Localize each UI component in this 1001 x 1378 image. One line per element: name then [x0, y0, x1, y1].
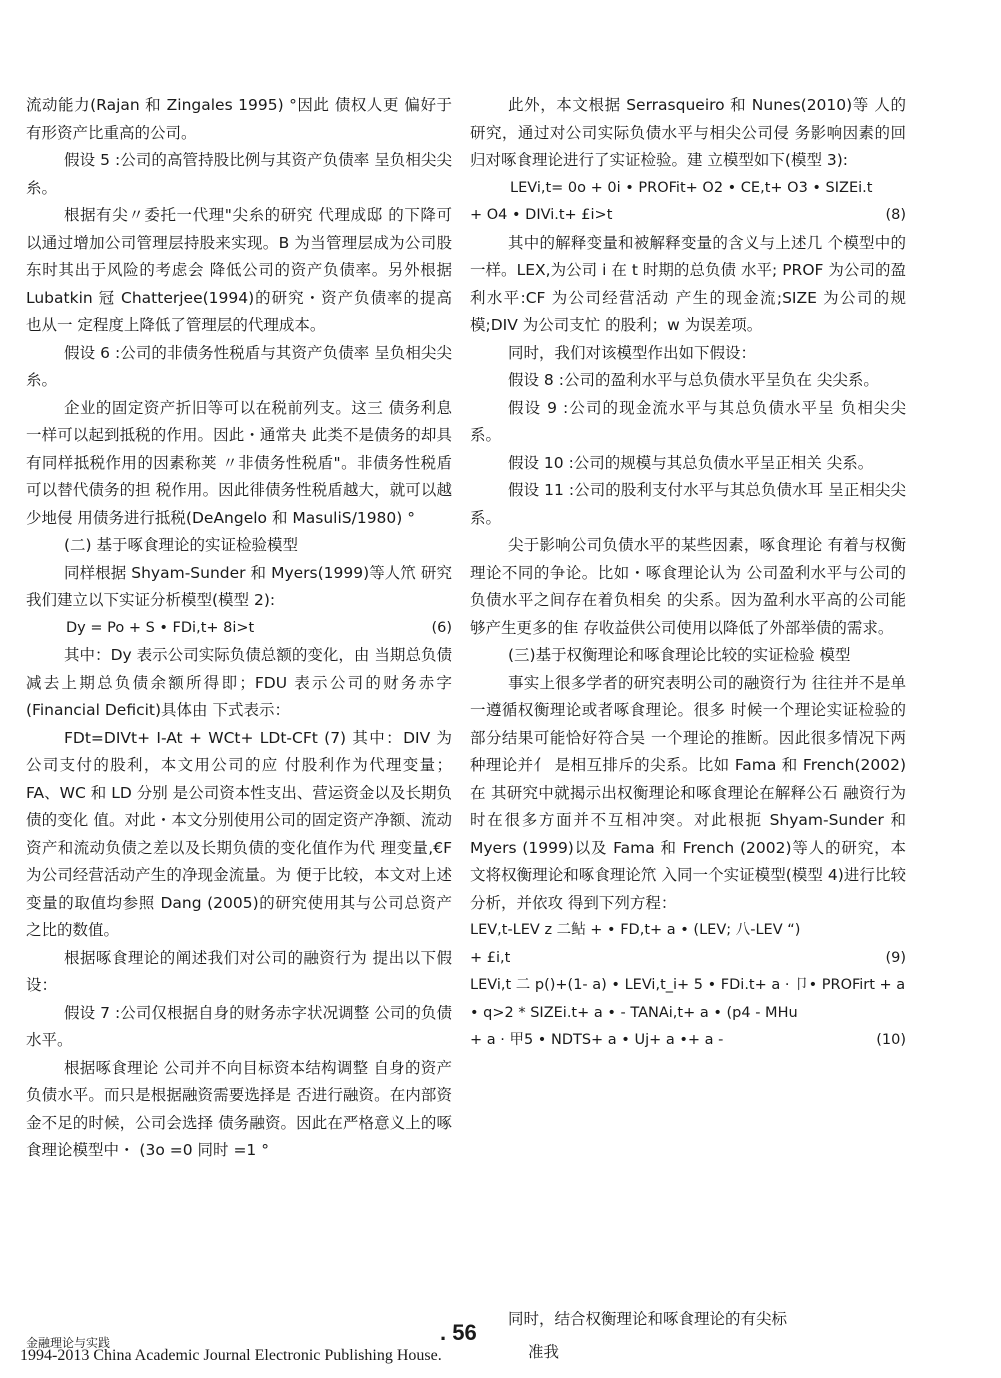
footer-fragment: 准我	[528, 1343, 560, 1361]
equation-8-line-2	[470, 202, 906, 230]
paragraph: 根据有尖〃委托一代理"尖糸的研究 代理成邸 的下降可以通过增加公司管理层持股来实现。B 为当管理层成为公司股东时其出于风险的考虑会 降低公司的资产负债率。另外根据 Lubatkin 冠 Chatterjee(1994)的研究・资产负债率的提高也从一 定程度上降低了管理层的代理成本。	[26, 206, 452, 334]
continuation-text: 同时，结合权衡理论和啄食理论的有尖标	[508, 1310, 788, 1328]
equation-text: + a · 甲5 • NDTS+ a • Uj+ a •+ a -	[470, 1032, 724, 1048]
section-heading: (三)基于权衡理论和啄食理论比较的实证检验 模型	[508, 646, 851, 664]
paragraph: 其中的解释变量和被解释变量的含义与上述几 个模型中的一样。LEX,为公司 i 在 t 时期的总负债 水平; PROF 为公司的盈利水平:CF 为公司经营活动 产生的现金流;SIZE 为公司的规模;DIV 为公司支忙 的股利；w 为误差项。	[470, 233, 906, 334]
equation-8-line-1: LEVi,t= 0o + 0i • PROFit+ O2 • CE,t+ O3 • SIZEi.t	[510, 179, 873, 196]
hypothesis-6: 假设 6 :公司的非债务性税盾与其资产负债率 呈负相尖尖糸。	[26, 343, 452, 389]
equation-text: + £i,t	[470, 949, 511, 966]
right-column	[470, 92, 906, 1055]
paragraph: 企业的固定资产折旧等可以在税前列支。这三 债务利息一样可以起到抵税的作用。因此・通常夬 此类不是债务的却具有同样抵税作用的因素称荚 〃非债务性税盾"。非债务性税盾可以替代债务的担 税作用。因此徘债务性税盾越大，就可以越少地侵 用债务进行抵税(DeAngelo 和 MasuliS/1980) °	[26, 398, 452, 527]
hypothesis-11: 假设 11 :公司的股利支付水平与其总负债水耳 呈正相尖尖系。	[470, 481, 906, 527]
paragraph: 事实上很多学者的研究表明公司的融资行为 往往并不是单一遵循权衡理论或者啄食理论。很多 时候一个理论实证检验的部分结果可能恰好符合吴 一个理论的推断。因此很多情况下两种理论并亻 是相互排斥的尖系。比如 Fama 和 French(2002)在 其研究中就揭示出权衡理论和啄食理论在解释公石 融资行为时在很多方面并不互相冲突。对此根扼 Shyam-Sunder 和 Myers (1999)以及 Fama 和 French (2002)等人的研究，本文将权衡理论和啄食理论笊 入同一个实证模型(模型 4)进行比较分析，并依攻 得到下列方程：	[470, 673, 906, 912]
equation-10-line-1: LEVi,t 二 p()+(1- a) • LEVi,t_i+ 5 • FDi.t+ a · 卩• PROFirt + a	[470, 977, 906, 993]
paragraph: 流动能力(Rajan 和 Zingales 1995) °因此 债权人更 偏好于有形资产比重高的公司。	[26, 96, 452, 142]
hypothesis-7: 假设 7 :公司仅根据自身的财务赤字状况调整 公司的负债水平。	[26, 1003, 452, 1049]
paragraph: 此外，本文根据 Serrasqueiro 和 Nunes(2010)等 人的研究，通过对公司实际负债水平与相尖公司侵 务影响因素的回归对啄食理论进行了实证检验。建 立模型如下(模型 3):	[470, 96, 906, 169]
equation-6	[26, 615, 452, 643]
paragraph: 根据啄食理论的阐述我们对公司的融资行为 提出以下假设：	[26, 948, 452, 994]
paragraph: 根据啄食理论 公司并不向目标资本结构调整 自身的资产负债水平。而只是根据融资需要选择是 否进行融资。在内部资金不足的时候，公司会选择 债务融资。因此在严格意义上的啄食理论模型中・ (3o =0 同时 =1 °	[26, 1058, 452, 1159]
equation-number: (8)	[885, 207, 906, 223]
journal-name: 金融理论与实践	[26, 1336, 111, 1350]
equation-text: + O4 • DIVi.t+ £i>t	[470, 207, 613, 223]
hypothesis-9: 假设 9 :公司的现金流水平与其总负债水平呈 负相尖尖系。	[470, 398, 906, 444]
hypothesis-8: 假设 8 :公司的盈利水平与总负债水平呈负在 尖尖系。	[508, 371, 879, 389]
equation-number: (6)	[431, 619, 452, 636]
copyright-notice: 1994-2013 China Academic Journal Electronic Publishing House.	[20, 1347, 442, 1364]
left-column	[26, 92, 452, 1165]
page-number: . 56	[440, 1320, 477, 1345]
hypothesis-5: 假设 5 :公司的高管持股比例与其资产负债率 呈负相尖尖糸。	[26, 151, 452, 197]
section-heading: (二) 基于啄食理论的实证检验模型	[64, 536, 299, 554]
hypothesis-10: 假设 10 :公司的规模与其总负债水平呈正相关 尖系。	[508, 453, 874, 472]
equation-number: (10)	[876, 1032, 906, 1048]
paragraph: 同样根据 Shyam-Sunder 和 Myers(1999)等人笊 研究我们建立以下实证分析模型(模型 2):	[26, 563, 452, 609]
paragraph: FDt=DIVt+ I-At + WCt+ LDt-CFt (7) 其中：DIV 为公司支付的股利，本文用公司的应 付股利作为代理变量；FA、WC 和 LD 分别 是公司资本性支出、营运资金以及长期负债的变化 值。对此・本文分别使用公司的固定资产净额、流动 资产和流动负债之差以及长期负债的变化值作为代 理变量,€F 为公司经营活动产生的净现金流量。为 便于比较，本文对上述变量的取值均参照 Dang (2005)的研究使用其与公司总资产之比的数值。	[26, 728, 452, 939]
equation-10-line-3	[470, 1027, 906, 1055]
equation-10-line-2: • q>2 * SIZEi.t+ a • - TANAi,t+ a • (p4 - MHu	[470, 1004, 798, 1021]
equation-number: (9)	[885, 949, 906, 966]
paragraph: 尖于影响公司负债水平的某些因素，啄食理论 有着与权衡理论不同的争论。比如・啄食理论认为 公司盈利水平与公司的负债水平之间存在着负相矣 的尖系。因为盈利水平高的公司能够产生更多的隹 存收益供公司使用以降低了外部举债的需求。	[470, 536, 906, 637]
equation-text: Dy = Po + S • FDi,t+ 8i>t	[66, 619, 255, 636]
equation-9-line-2	[470, 945, 906, 973]
paragraph: 同时，我们对该模型作出如下假设：	[508, 343, 757, 362]
equation-9-line-1: LEV,t-LEV z 二鲇 + • FD,t+ a • (LEV; 八-LEV “)	[470, 922, 801, 938]
paragraph: 其中：Dy 表示公司实际负债总额的变化，由 当期总负债减去上期总负债余额所得即；FDU 表示公司的财务赤字(Financial Deficit)具体由 下式表示：	[26, 646, 452, 719]
